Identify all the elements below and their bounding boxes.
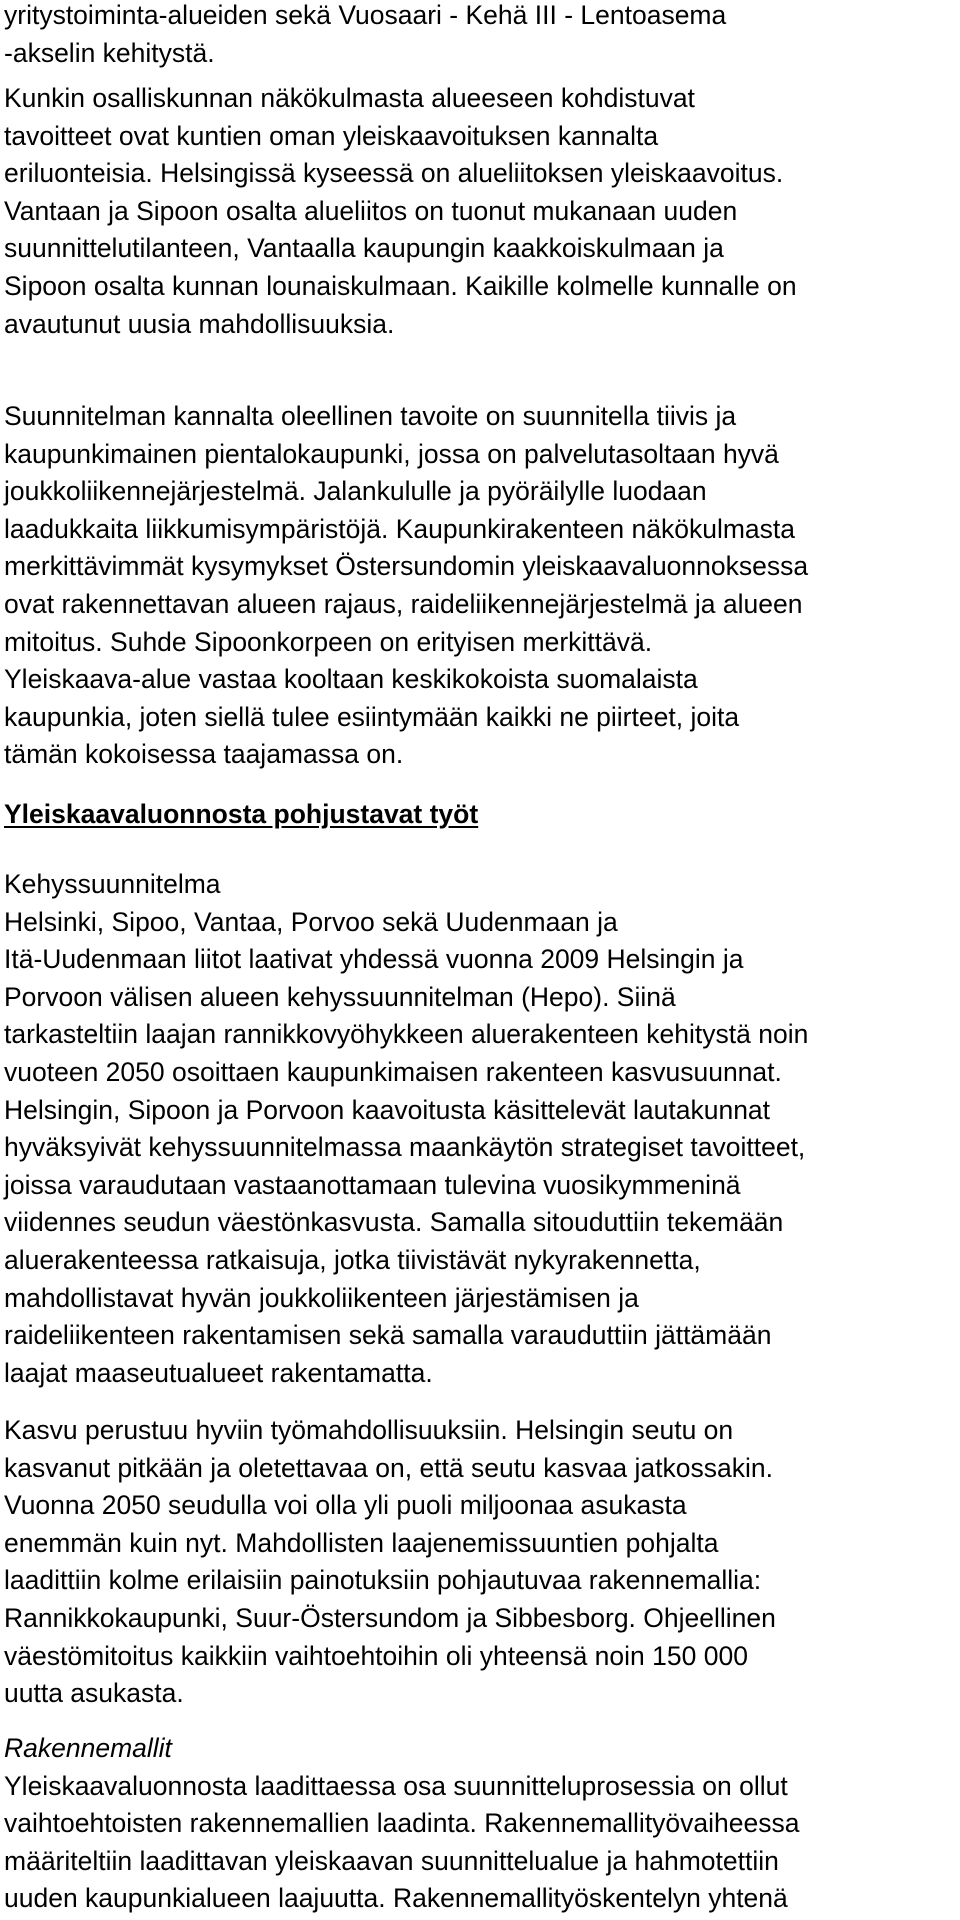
text-line: ovat rakennettavan alueen rajaus, raideliikennejärjestelmä ja alueen: [4, 588, 803, 619]
section-heading: [4, 796, 954, 834]
text-line: raideliikenteen rakentamisen sekä samalla varauduttiin jättämään: [4, 1320, 772, 1351]
text-line: Kasvu perustuu hyviin työmahdollisuuksiin. Helsingin seutu on: [4, 1415, 734, 1445]
paragraph-framework: [4, 866, 954, 1392]
text-line: vuoteen 2050 osoittaen kaupunkimaisen rakenteen kasvusuunnat.: [4, 1056, 782, 1087]
text-line: Suunnitelman kannalta oleellinen tavoite on suunnitella tiivis ja: [4, 401, 737, 431]
text-line: väestömitoitus kaikkiin vaihtoehtoihin oli yhteensä noin 150 000: [4, 1640, 748, 1671]
text-line: Helsingin, Sipoon ja Porvoon kaavoitusta käsittelevät lautakunnat: [4, 1094, 771, 1125]
text-line: viidennes seudun väestönkasvusta. Samalla sitouduttiin tekemään: [4, 1207, 784, 1238]
text-line: Rannikkokaupunki, Suur-Östersundom ja Sibbesborg. Ohjeellinen: [4, 1602, 776, 1633]
text-line: yritystoiminta-alueiden sekä Vuosaari - Kehä III - Lentoasema: [4, 0, 727, 30]
paragraph-municipalities: [4, 80, 954, 343]
text-line: kaupunkimainen pientalokaupunki, jossa on palvelutasoltaan hyvä: [4, 438, 779, 469]
text-line: joukkoliikennejärjestelmä. Jalankululle ja pyöräilylle luodaan: [4, 476, 707, 507]
section-heading-text: Yleiskaavaluonnosta pohjustavat työt: [4, 799, 479, 829]
text-line: Yleiskaava-alue vastaa kooltaan keskikokoista suomalaista: [4, 664, 698, 695]
paragraph-intro-tail: [4, 0, 954, 72]
text-line: Porvoon välisen alueen kehyssuunnitelman (Hepo). Siinä: [4, 981, 676, 1012]
text-line: -akselin kehitystä.: [4, 37, 215, 68]
subheading-models: Rakennemallit: [4, 1733, 172, 1763]
text-line: uuden kaupunkialueen laajuutta. Rakennemallityöskentelyn yhtenä: [4, 1883, 788, 1914]
text-line: laajat maaseutualueet rakentamatta.: [4, 1357, 433, 1388]
text-line: vaihtoehtoisten rakennemallien laadinta. Rakennemallityövaiheessa: [4, 1808, 800, 1839]
text-line: Vantaan ja Sipoon osalta alueliitos on tuonut mukanaan uuden: [4, 195, 738, 226]
text-line: eriluonteisia. Helsingissä kyseessä on alueliitoksen yleiskaavoitus.: [4, 158, 784, 189]
text-line: mahdollistavat hyvän joukkoliikenteen järjestämisen ja: [4, 1282, 639, 1313]
text-line: laadukkaita liikkumisympäristöjä. Kaupunkirakenteen näkökulmasta: [4, 513, 795, 544]
text-line: Helsinki, Sipoo, Vantaa, Porvoo sekä Uudenmaan ja: [4, 906, 618, 937]
text-line: aluerakenteessa ratkaisuja, jotka tiivistävät nykyrakennetta,: [4, 1244, 701, 1275]
text-line: Kunkin osalliskunnan näkökulmasta alueeseen kohdistuvat: [4, 83, 695, 113]
text-line: tämän kokoisessa taajamassa on.: [4, 739, 404, 770]
text-line: Vuonna 2050 seudulla voi olla yli puoli miljoonaa asukasta: [4, 1490, 687, 1521]
text-line: uutta asukasta.: [4, 1678, 184, 1709]
text-line: suunnittelutilanteen, Vantaalla kaupungin kaakkoiskulmaan ja: [4, 233, 724, 264]
text-line: kaupunkia, joten siellä tulee esiintymään kaikki ne piirteet, joita: [4, 701, 740, 732]
text-line: Itä-Uudenmaan liitot laativat yhdessä vuonna 2009 Helsingin ja: [4, 944, 744, 975]
text-line: hyväksyivät kehyssuunnitelmassa maankäytön strategiset tavoitteet,: [4, 1132, 806, 1163]
text-line: mitoitus. Suhde Sipoonkorpeen on erityisen merkittävä.: [4, 626, 653, 657]
text-line: Yleiskaavaluonnosta laadittaessa osa suunnitteluprosessia on ollut: [4, 1770, 788, 1801]
paragraph-goal: [4, 398, 954, 774]
text-line: tavoitteet ovat kuntien oman yleiskaavoituksen kannalta: [4, 120, 659, 151]
text-line: määriteltiin laadittavan yleiskaavan suunnittelualue ja hahmotettiin: [4, 1845, 779, 1876]
text-line: avautunut uusia mahdollisuuksia.: [4, 308, 395, 339]
text-line: joissa varaudutaan vastaanottamaan tulevina vuosikymmeninä: [4, 1169, 741, 1200]
text-line: enemmän kuin nyt. Mahdollisten laajenemissuuntien pohjalta: [4, 1527, 719, 1558]
text-line: tarkasteltiin laajan rannikkovyöhykkeen aluerakenteen kehitystä noin: [4, 1019, 809, 1050]
paragraph-growth: [4, 1412, 954, 1713]
text-line: kasvanut pitkään ja oletettavaa on, että seutu kasvaa jatkossakin.: [4, 1452, 773, 1483]
text-line: merkittävimmät kysymykset Östersundomin yleiskaavaluonnoksessa: [4, 551, 809, 582]
text-line: Sipoon osalta kunnan lounaiskulmaan. Kaikille kolmelle kunnalle on: [4, 270, 797, 301]
text-line: laadittiin kolme erilaisiin painotuksiin pohjautuvaa rakennemallia:: [4, 1565, 762, 1596]
paragraph-models: [4, 1730, 954, 1918]
subheading-framework: Kehyssuunnitelma: [4, 869, 221, 899]
